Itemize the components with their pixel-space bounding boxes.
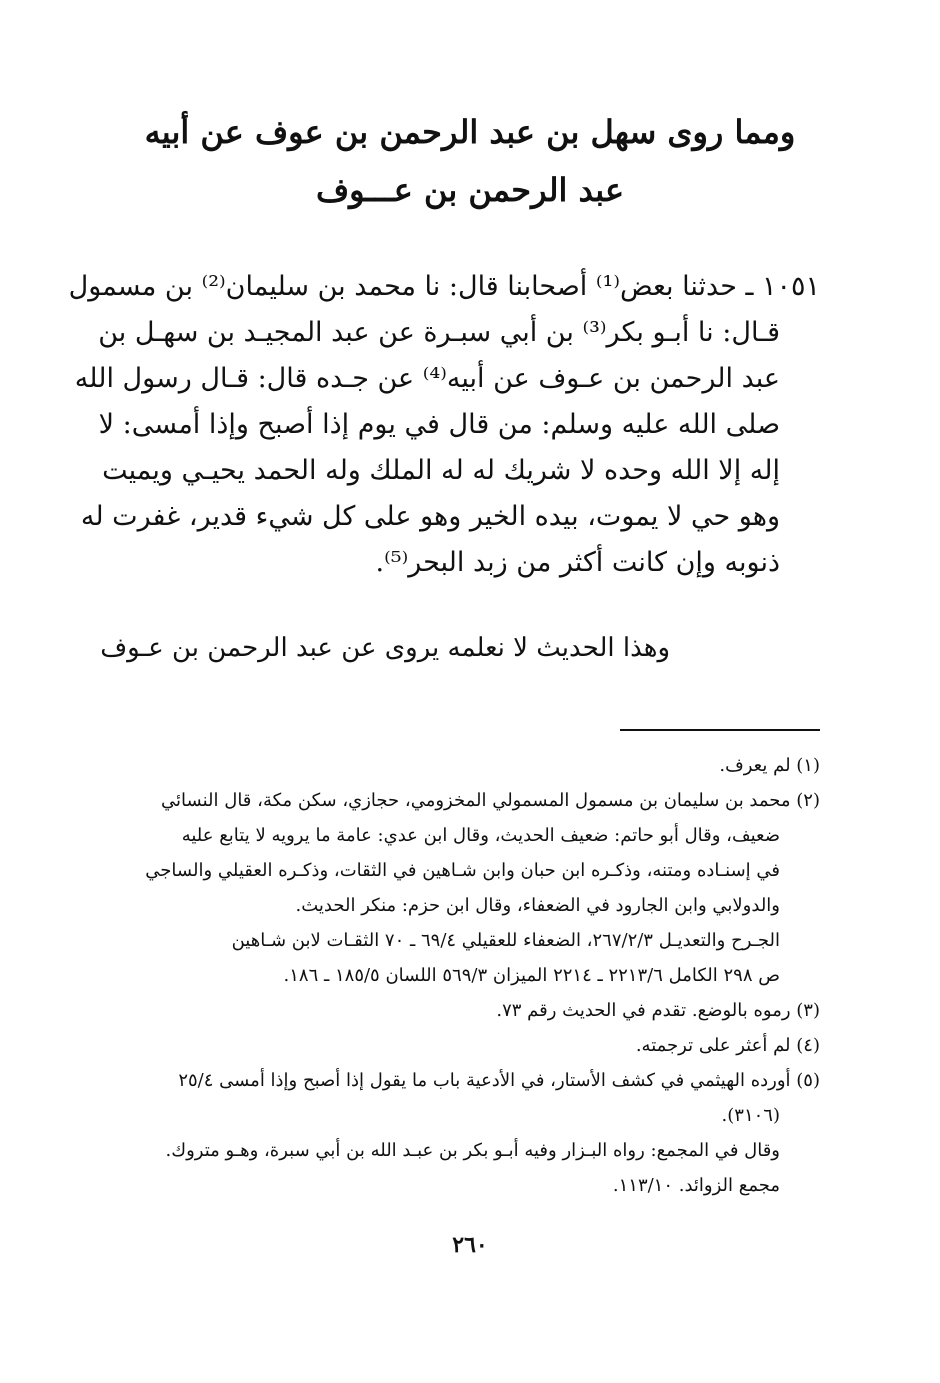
footnote-line: (٣) رموه بالوضع. تقدم في الحديث رقم ٧٣. xyxy=(496,1000,820,1021)
hadith-line: عبد الرحمن بن عـوف عن أبيه⁽⁴⁾ عن جـده قال: قـال رسول الله xyxy=(74,363,780,394)
hadith-line: ١٠٥١ ـ حدثنا بعض⁽¹⁾ أصحابنا قال: نا محمد بن سليمان⁽²⁾ بن مسمول xyxy=(68,271,820,302)
footnote-line: (٣١٠٦). xyxy=(721,1105,780,1126)
footnote-line: (٤) لم أعثر على ترجمته. xyxy=(635,1035,820,1056)
chapter-heading-line-2: عبد الرحمن بن عـــوف xyxy=(315,171,625,209)
chapter-heading-line-1: ومما روى سهل بن عبد الرحمن بن عوف عن أبيه xyxy=(144,113,796,151)
footnote-line: ص ٢٩٨ الكامل ٢٢١٣/٦ ـ ٢٢١٤ الميزان ٥٦٩/٣ اللسان ١٨٥/٥ ـ ١٨٦. xyxy=(283,965,780,986)
footnote-line: ضعيف، وقال أبو حاتم: ضعيف الحديث، وقال ابن عدي: عامة ما يرويه لا يتابع عليه xyxy=(181,825,780,846)
footnote-line: في إسنـاده ومتنه، وذكـره ابن حبان وابن شـاهين في الثقات، وذكـره العقيلي والساجي xyxy=(145,860,780,881)
footnote-line: الجـرح والتعديـل ٢٦٧/٢/٣، الضعفاء للعقيلي ٦٩/٤ ـ ٧٠ الثقـات لابن شـاهين xyxy=(231,930,780,951)
hadith-line: وهو حي لا يموت، بيده الخير وهو على كل شيء قدير، غفرت له xyxy=(80,501,780,532)
hadith-line: صلى الله عليه وسلم: من قال في يوم إذا أصبح وإذا أمسى: لا xyxy=(98,409,780,440)
hadith-line: قـال: نا أبـو بكر⁽³⁾ بن أبي سبـرة عن عبد المجيـد بن سهـل بن xyxy=(98,317,780,348)
footnotes xyxy=(120,748,820,1203)
footnote-line: (١) لم يعرف. xyxy=(719,755,820,776)
footnote-line: وقال في المجمع: رواه البـزار وفيه أبـو بكر بن عبـد الله بن أبي سبرة، وهـو متروك. xyxy=(165,1140,780,1161)
hadith-line: ذنوبه وإن كانت أكثر من زبد البحر⁽⁵⁾. xyxy=(375,547,780,578)
footnote-line: (٥) أورده الهيثمي في كشف الأستار، في الأدعية باب ما يقول إذا أصبح وإذا أمسى ٢٥/٤ xyxy=(178,1070,820,1091)
footnote-line: (٢) محمد بن سليمان بن مسمول المسمولي المخزومي، حجازي، سكن مكة، قال النسائي xyxy=(161,790,820,811)
footnote-separator xyxy=(620,729,820,731)
footnote-line: مجمع الزوائد. ١١٣/١٠. xyxy=(612,1175,780,1196)
hadith-text xyxy=(68,264,820,586)
footnote-line: والدولابي وابن الجارود في الضعفاء، وقال ابن حزم: منكر الحديث. xyxy=(295,895,780,916)
commentary-paragraph: وهذا الحديث لا نعلمه يروى عن عبد الرحمن بن عـوف xyxy=(100,633,670,663)
hadith-line: إله إلا الله وحده لا شريك له له الملك وله الحمد يحيـي ويميت xyxy=(102,455,780,486)
page-number: ٢٦٠ xyxy=(452,1232,488,1258)
